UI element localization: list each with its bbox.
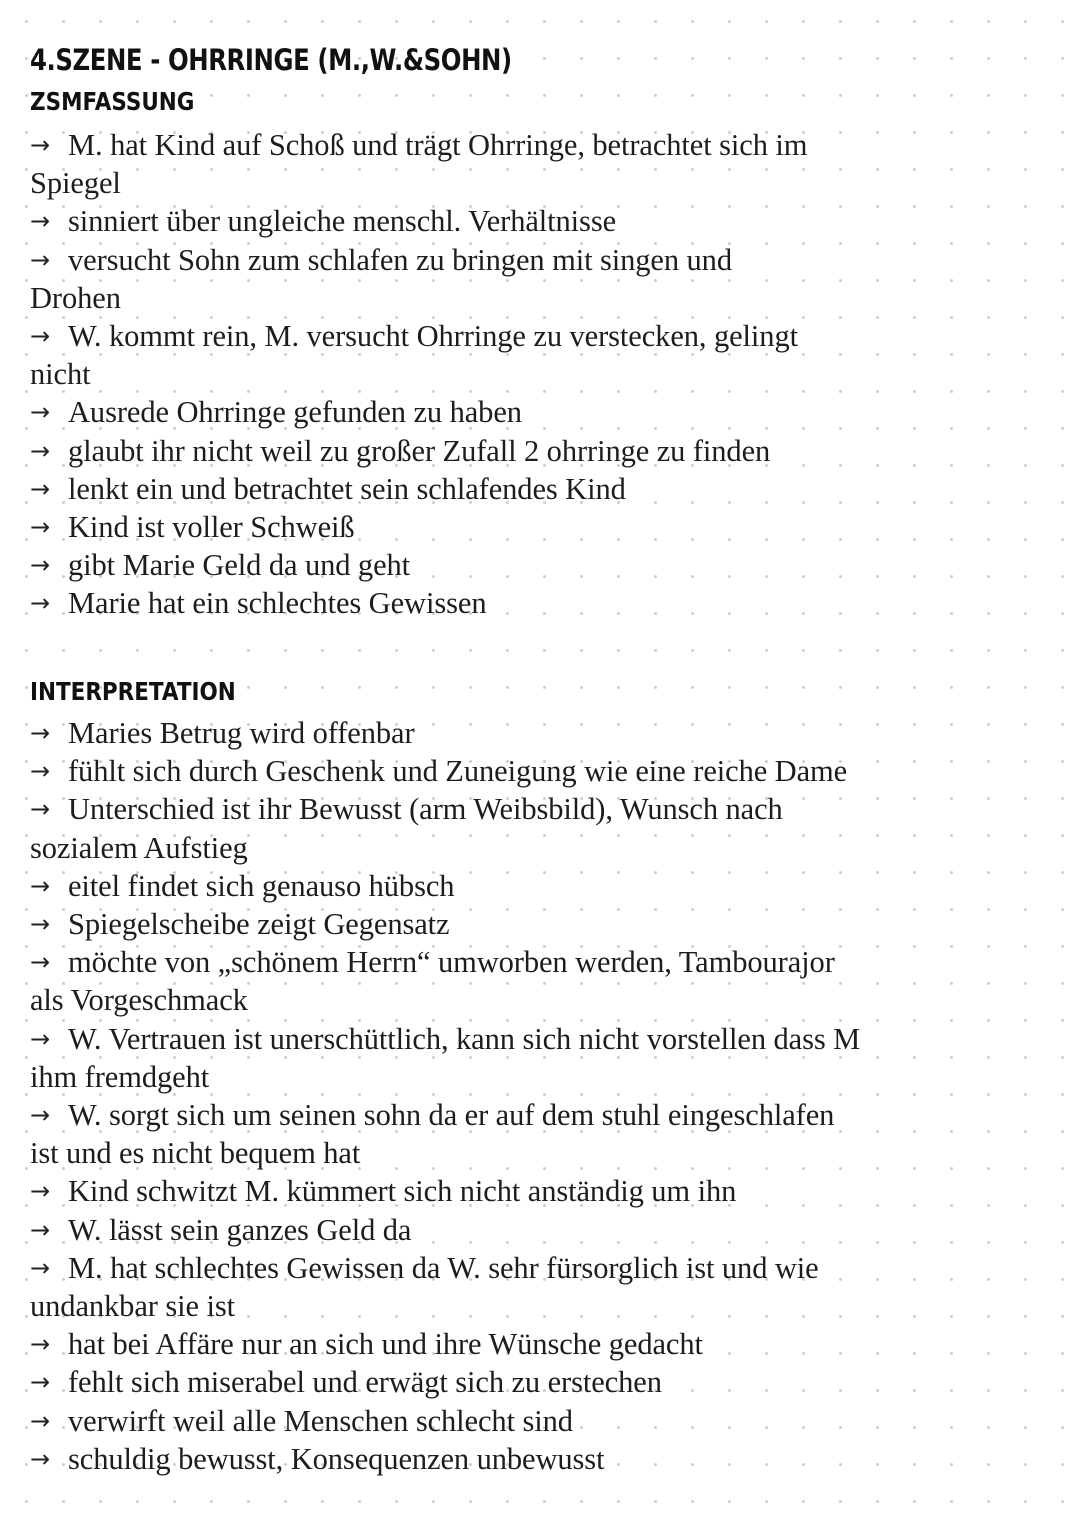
line-text: Ausrede Ohrringe gefunden zu haben (68, 395, 522, 430)
continuation-line (30, 355, 1040, 393)
line-text: sozialem Aufstieg (30, 830, 248, 865)
line-text: Marie hat ein schlechtes Gewissen (68, 586, 487, 621)
line-text: undankbar sie ist (30, 1289, 235, 1324)
line-text: M. hat schlechtes Gewissen da W. sehr fürsorglich ist und wie (68, 1250, 819, 1285)
line-text: W. Vertrauen ist unerschüttlich, kann sich nicht vorstellen dass M (68, 1021, 861, 1056)
line-text: als Vorgeschmack (30, 983, 248, 1018)
page-title: 4.SZENE - OHRRINGE (M.,W.&SOHN) (30, 43, 512, 77)
arrow-right-icon: → (30, 474, 51, 503)
arrow-right-icon: → (30, 1444, 51, 1473)
bullet-line (30, 126, 1040, 164)
line-text: möchte von „schönem Herrn“ umworben werden, Tambourajor (68, 945, 835, 980)
summary-heading: ZSMFASSUNG (30, 87, 195, 116)
bullet-line (30, 1020, 1040, 1058)
line-text: schuldig bewusst, Konsequenzen unbewusst (68, 1441, 605, 1476)
arrow-right-icon: → (30, 948, 51, 977)
bullet-line (30, 714, 1040, 752)
arrow-right-icon: → (30, 1406, 51, 1435)
line-text: W. sorgt sich um seinen sohn da er auf dem stuhl eingeschlafen (68, 1098, 835, 1133)
line-text: fehlt sich miserabel und erwägt sich zu erstechen (68, 1365, 662, 1400)
bullet-line (30, 790, 1040, 828)
line-text: versucht Sohn zum schlafen zu bringen mit singen und (68, 242, 732, 277)
bullet-line (30, 1440, 1040, 1478)
bullet-line (30, 393, 1040, 431)
bullet-line (30, 1211, 1040, 1249)
arrow-right-icon: → (30, 1177, 51, 1206)
line-text: ihm fremdgeht (30, 1059, 210, 1094)
arrow-right-icon: → (30, 1024, 51, 1053)
line-text: W. lässt sein ganzes Geld da (68, 1212, 412, 1247)
arrow-right-icon: → (30, 551, 51, 580)
continuation-line (30, 981, 1040, 1019)
line-text: gibt Marie Geld da und geht (68, 548, 411, 583)
line-text: glaubt ihr nicht weil zu großer Zufall 2 ohrringe zu finden (68, 433, 771, 468)
continuation-line (30, 279, 1040, 317)
continuation-line (30, 164, 1040, 202)
arrow-right-icon: → (30, 795, 51, 824)
bullet-line (30, 546, 1040, 584)
line-text: lenkt ein und betrachtet sein schlafendes Kind (68, 471, 626, 506)
arrow-right-icon: → (30, 589, 51, 618)
bullet-line (30, 202, 1040, 240)
line-text: ist und es nicht bequem hat (30, 1136, 361, 1171)
continuation-line (30, 829, 1040, 867)
arrow-right-icon: → (30, 1101, 51, 1130)
bullet-line (30, 752, 1040, 790)
arrow-right-icon: → (30, 871, 51, 900)
bullet-line (30, 1096, 1040, 1134)
arrow-right-icon: → (30, 436, 51, 465)
arrow-right-icon: → (30, 131, 51, 159)
line-text: sinniert über ungleiche menschl. Verhältnisse (68, 204, 617, 239)
bullet-line (30, 470, 1040, 508)
line-text: Kind schwitzt M. kümmert sich nicht anständig um ihn (68, 1174, 737, 1209)
continuation-line (30, 1134, 1040, 1172)
bullet-line (30, 905, 1040, 943)
bullet-line (30, 1402, 1040, 1440)
bullet-line (30, 241, 1040, 279)
line-text: fühlt sich durch Geschenk und Zuneigung wie eine reiche Dame (68, 754, 848, 789)
bullet-line (30, 943, 1040, 981)
line-text: Unterschied ist ihr Bewusst (arm Weibsbild), Wunsch nach (68, 792, 783, 827)
bullet-line (30, 584, 1040, 622)
arrow-right-icon: → (30, 910, 51, 939)
arrow-right-icon: → (30, 1330, 51, 1359)
arrow-right-icon: → (30, 757, 51, 786)
line-text: Spiegel (30, 166, 121, 201)
arrow-right-icon: → (30, 398, 51, 427)
line-text: Spiegelscheibe zeigt Gegensatz (68, 907, 450, 942)
arrow-right-icon: → (30, 1368, 51, 1397)
line-text: hat bei Affäre nur an sich und ihre Wünsche gedacht (68, 1327, 703, 1362)
bullet-line (30, 867, 1040, 905)
line-text: nicht (30, 357, 91, 392)
line-text: Kind ist voller Schweiß (68, 510, 355, 545)
arrow-right-icon: → (30, 322, 51, 351)
arrow-right-icon: → (30, 207, 51, 236)
summary-section (30, 126, 1040, 623)
continuation-line (30, 1058, 1040, 1096)
line-text: Maries Betrug wird offenbar (68, 716, 415, 750)
line-text: verwirft weil alle Menschen schlecht sind (68, 1403, 573, 1438)
line-text: W. kommt rein, M. versucht Ohrringe zu verstecken, gelingt (68, 319, 798, 354)
continuation-line (30, 1287, 1040, 1325)
bullet-line (30, 432, 1040, 470)
arrow-right-icon: → (30, 1215, 51, 1244)
arrow-right-icon: → (30, 245, 51, 274)
line-text: Drohen (30, 280, 121, 315)
bullet-line (30, 1363, 1040, 1401)
arrow-right-icon: → (30, 719, 51, 747)
bullet-line (30, 508, 1040, 546)
bullet-line (30, 317, 1040, 355)
interpretation-heading: INTERPRETATION (30, 677, 236, 706)
arrow-right-icon: → (30, 1253, 51, 1282)
line-text: eitel findet sich genauso hübsch (68, 868, 455, 903)
interpretation-section (30, 714, 1040, 1478)
line-text: M. hat Kind auf Schoß und trägt Ohrringe, betrachtet sich im (68, 128, 808, 162)
arrow-right-icon: → (30, 513, 51, 542)
bullet-line (30, 1249, 1040, 1287)
bullet-line (30, 1325, 1040, 1363)
bullet-line (30, 1172, 1040, 1210)
